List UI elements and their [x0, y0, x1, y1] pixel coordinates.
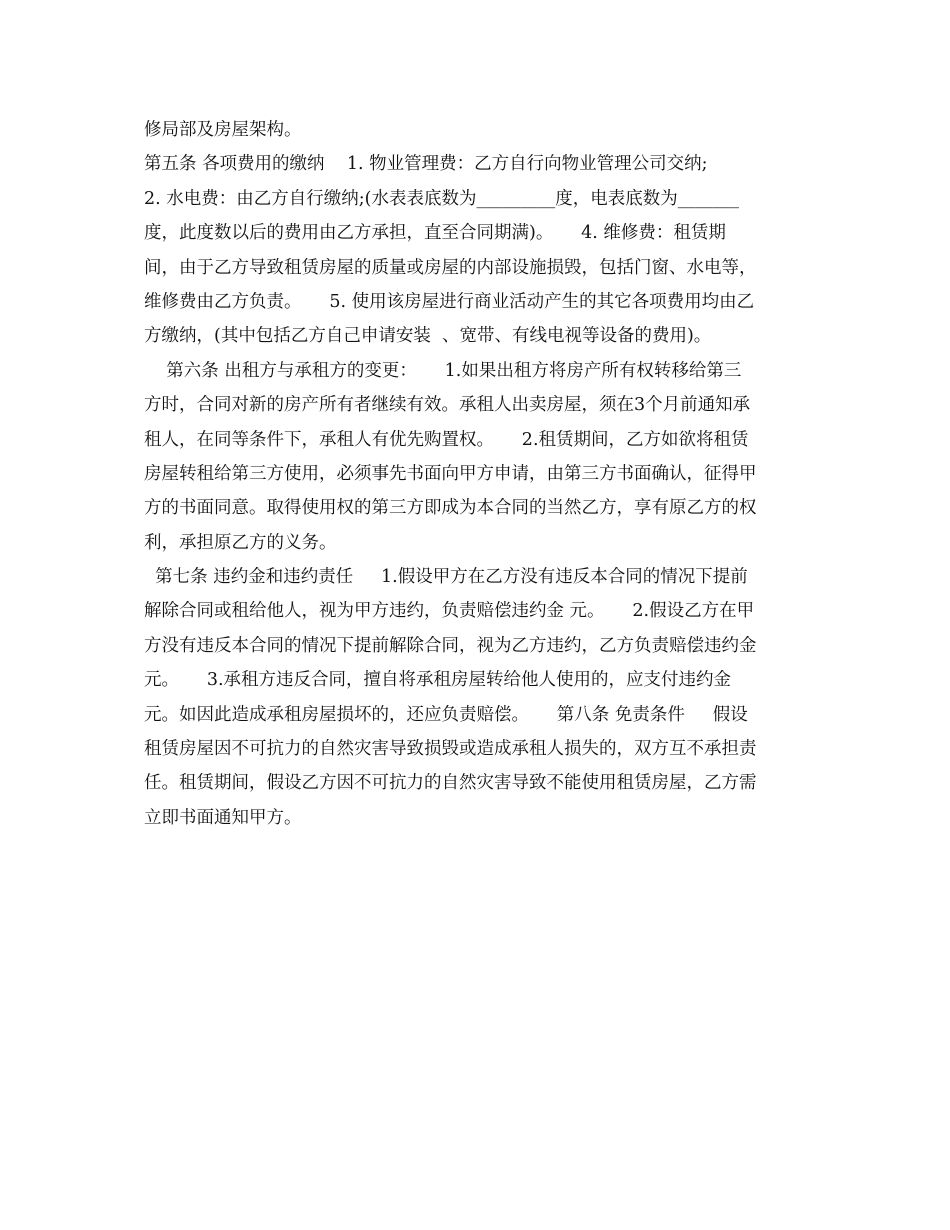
text-line: 修局部及房屋架构。	[144, 120, 302, 140]
text-line: 度，此度数以后的费用由乙方承担，直至合同期满)。 4. 维修费：租赁期	[144, 223, 726, 244]
text-line: 租赁房屋因不可抗力的自然灾害导致损毁或造成承租人损失的，双方互不承担责	[144, 739, 757, 760]
text-line: 租人，在同等条件下，承租人有优先购置权。 2.租赁期间，乙方如欲将租赁	[144, 429, 749, 450]
text-line: 方时，合同对新的房产所有者继续有效。承租人出卖房屋，须在3个月前通知承	[144, 395, 751, 416]
text-line: 立即书面通知甲方。	[144, 807, 302, 828]
text-line: 任。租赁期间，假设乙方因不可抗力的自然灾害导致不能使用租赁房屋，乙方需	[144, 773, 757, 794]
text-line: 2. 水电费：由乙方自行缴纳;(水表表底数为_________度，电表底数为_______	[144, 188, 739, 209]
text-line: 解除合同或租给他人，视为甲方违约，负责赔偿违约金 元。 2.假设乙方在甲	[144, 601, 755, 622]
text-line: 方缴纳，(其中包括乙方自己申请安装 、宽带、有线电视等设备的费用)。	[144, 326, 712, 347]
text-line: 维修费由乙方负责。 5. 使用该房屋进行商业活动产生的其它各项费用均由乙	[144, 291, 755, 312]
contract-text	[144, 113, 814, 835]
text-line: 利，承担原乙方的义务。	[144, 532, 337, 553]
text-line: 第六条 出租方与承租方的变更： 1.如果出租方将房产所有权转移给第三	[144, 360, 742, 381]
text-line: 第七条 违约金和违约责任 1.假设甲方在乙方没有违反本合同的情况下提前	[144, 567, 748, 588]
text-line: 元。如因此造成承租房屋损坏的，还应负责赔偿。 第八条 免责条件 假设	[144, 704, 748, 725]
text-line: 方没有违反本合同的情况下提前解除合同，视为乙方违约，乙方负责赔偿违约金	[144, 635, 757, 656]
text-line: 元。 3.承租方违反合同，擅自将承租房屋转给他人使用的，应支付违约金	[144, 670, 732, 691]
text-line: 第五条 各项费用的缴纳 1. 物业管理费：乙方自行向物业管理公司交纳;	[144, 154, 708, 175]
text-line: 方的书面同意。取得使用权的第三方即成为本合同的当然乙方，享有原乙方的权	[144, 498, 757, 519]
text-line: 间，由于乙方导致租赁房屋的质量或房屋的内部设施损毁，包括门窗、水电等，	[144, 257, 757, 278]
text-line: 房屋转租给第三方使用，必须事先书面向甲方申请，由第三方书面确认，征得甲	[144, 463, 757, 484]
